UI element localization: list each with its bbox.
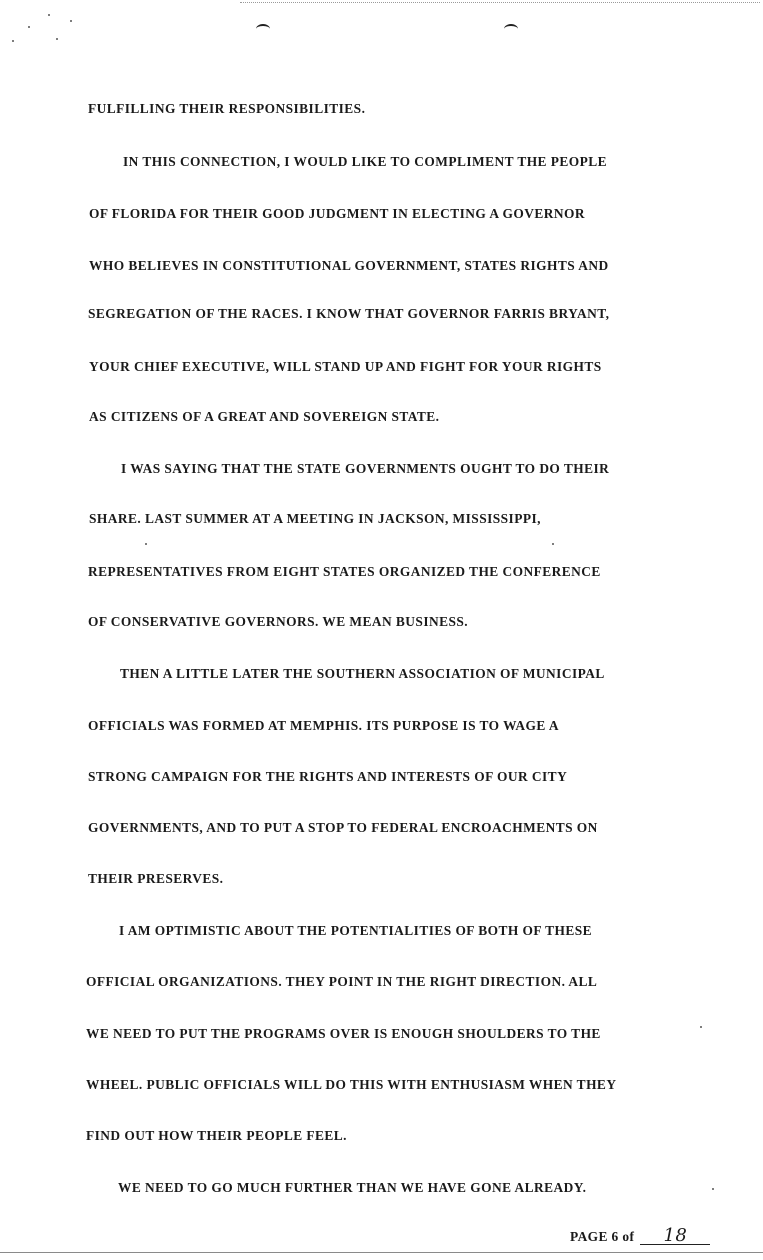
binding-mark-left: [256, 24, 270, 34]
scan-speck: [28, 26, 30, 28]
scan-speck: [712, 1188, 714, 1190]
text-line: IN THIS CONNECTION, I WOULD LIKE TO COMPLIMENT THE PEOPLE: [123, 154, 608, 169]
scan-speck: [48, 14, 50, 16]
text-line: STRONG CAMPAIGN FOR THE RIGHTS AND INTERESTS OF OUR CITY: [88, 769, 568, 784]
page-label: PAGE 6 of: [570, 1229, 635, 1244]
text-line: OF CONSERVATIVE GOVERNORS. WE MEAN BUSINESS.: [88, 614, 469, 629]
bottom-edge-rule: [0, 1252, 763, 1253]
text-line: WHO BELIEVES IN CONSTITUTIONAL GOVERNMENT, STATES RIGHTS AND: [89, 258, 609, 273]
scan-speck: [145, 543, 147, 545]
text-line: OF FLORIDA FOR THEIR GOOD JUDGMENT IN ELECTING A GOVERNOR: [89, 206, 585, 221]
binding-mark-right: [504, 24, 518, 34]
text-line: FULFILLING THEIR RESPONSIBILITIES.: [88, 101, 366, 116]
text-line: THEN A LITTLE LATER THE SOUTHERN ASSOCIATION OF MUNICIPAL: [120, 666, 605, 681]
scan-speck: [552, 543, 554, 545]
total-pages: 18: [640, 1228, 710, 1245]
scan-speck: [56, 38, 58, 40]
scan-speck: [700, 1026, 702, 1028]
text-line: REPRESENTATIVES FROM EIGHT STATES ORGANIZED THE CONFERENCE: [88, 564, 601, 579]
text-line: OFFICIAL ORGANIZATIONS. THEY POINT IN THE RIGHT DIRECTION. ALL: [86, 974, 598, 989]
text-line: OFFICIALS WAS FORMED AT MEMPHIS. ITS PURPOSE IS TO WAGE A: [88, 718, 559, 733]
text-line: WHEEL. PUBLIC OFFICIALS WILL DO THIS WITH ENTHUSIASM WHEN THEY: [86, 1077, 617, 1092]
text-line: I WAS SAYING THAT THE STATE GOVERNMENTS OUGHT TO DO THEIR: [121, 461, 610, 476]
text-line: AS CITIZENS OF A GREAT AND SOVEREIGN STATE.: [89, 409, 440, 424]
text-line: FIND OUT HOW THEIR PEOPLE FEEL.: [86, 1128, 347, 1143]
text-line: WE NEED TO GO MUCH FURTHER THAN WE HAVE GONE ALREADY.: [118, 1180, 587, 1195]
scan-speck: [12, 40, 14, 42]
text-line: GOVERNMENTS, AND TO PUT A STOP TO FEDERAL ENCROACHMENTS ON: [88, 820, 598, 835]
scan-speck: [70, 20, 72, 22]
text-line: THEIR PRESERVES.: [88, 871, 224, 886]
text-line: SHARE. LAST SUMMER AT A MEETING IN JACKSON, MISSISSIPPI,: [89, 511, 541, 526]
text-line: YOUR CHIEF EXECUTIVE, WILL STAND UP AND FIGHT FOR YOUR RIGHTS: [89, 359, 602, 374]
text-line: I AM OPTIMISTIC ABOUT THE POTENTIALITIES OF BOTH OF THESE: [119, 923, 592, 938]
top-edge-border: [240, 2, 760, 3]
page-number-footer: [570, 1225, 710, 1246]
text-line: WE NEED TO PUT THE PROGRAMS OVER IS ENOUGH SHOULDERS TO THE: [86, 1026, 601, 1041]
text-line: SEGREGATION OF THE RACES. I KNOW THAT GOVERNOR FARRIS BRYANT,: [88, 306, 610, 321]
